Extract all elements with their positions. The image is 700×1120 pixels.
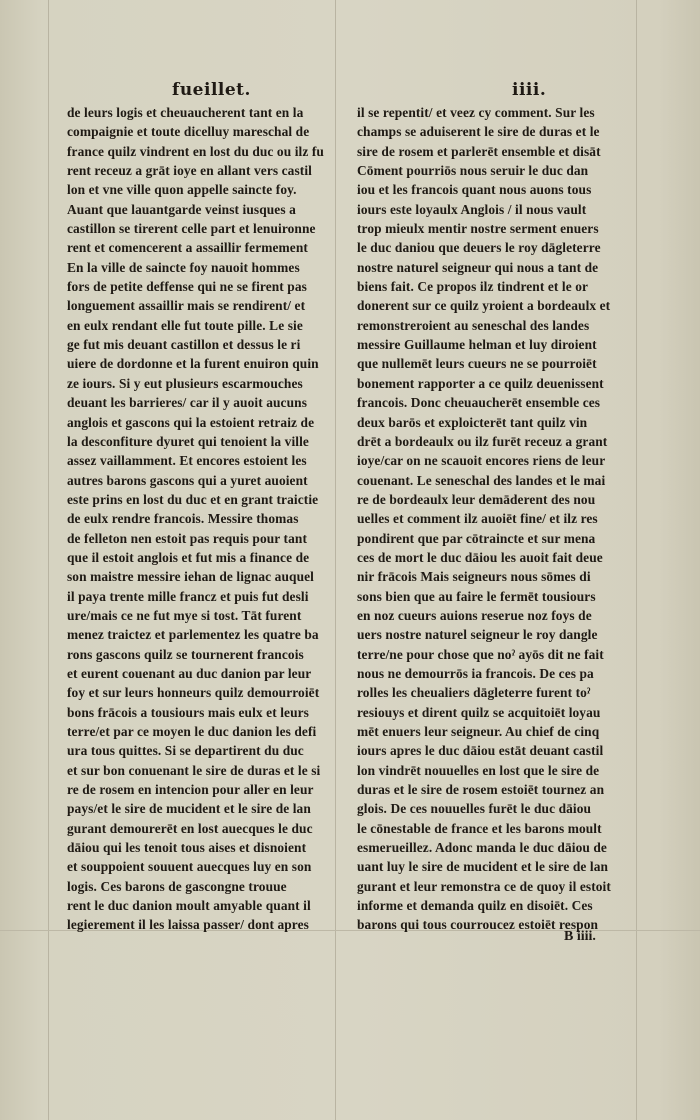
text-line: uelles et comment ilz auoiēt fine/ et ilz res bbox=[357, 511, 598, 527]
text-line: pays/et le sire de mucident et le sire de lan bbox=[67, 801, 311, 817]
text-line: le duc daniou que deuers le roy dāgleterre bbox=[357, 240, 601, 256]
text-line: En la ville de saincte foy nauoit hommes bbox=[67, 259, 300, 275]
text-line: gurant demourerēt en lost auecques le duc bbox=[67, 820, 313, 836]
text-line: que il estoit anglois et fut mis a finance de bbox=[67, 549, 310, 565]
text-line: uiere de dordonne et la furent enuiron quin bbox=[67, 356, 319, 372]
text-line: iours este loyaulx Anglois / il nous vault bbox=[357, 201, 587, 217]
text-line: bonement rapporter a ce quilz deuenissent bbox=[357, 375, 604, 391]
text-line: uant luy le sire de mucident et le sire de lan bbox=[357, 859, 609, 875]
text-line: et sur bon conuenant le sire de duras et le si bbox=[67, 762, 321, 778]
text-line: nous ne demourrōs ia francois. De ces pa bbox=[357, 665, 594, 681]
text-line: nir frācois Mais seigneurs nous sōmes di bbox=[357, 569, 591, 585]
text-line: ze iours. Si y eut plusieurs escarmouches bbox=[67, 375, 303, 391]
text-line: messire Guillaume helman et luy diroient bbox=[357, 337, 597, 353]
text-line: france quilz vindrent en lost du duc ou ilz fu bbox=[67, 143, 324, 159]
text-line: iou et les francois quant nous auons tous bbox=[357, 182, 592, 198]
text-line: Auant que lauantgarde veinst iusques a bbox=[67, 201, 296, 217]
text-line: il paya trente mille francz et puis fut desli bbox=[67, 588, 309, 604]
text-line: de leurs logis et cheuaucherent tant en la bbox=[67, 105, 304, 120]
text-line: drēt a bordeaulx ou ilz furēt receuz a grant bbox=[357, 433, 608, 449]
text-line: ioye/car on ne scauoit encores riens de leur bbox=[357, 453, 606, 469]
signature-mark: B iiii. bbox=[564, 929, 596, 944]
text-line: mēt enuers leur seigneur. Au chief de cinq bbox=[357, 724, 600, 739]
text-line: lon et vne ville quon appelle saincte foy. bbox=[67, 182, 297, 198]
text-line: duras et le sire de rosem estoiēt tournez an bbox=[357, 782, 605, 798]
text-line: rons gascons quilz se tournerent francois bbox=[67, 646, 304, 662]
text-line: este prins en lost du duc et en grant traictie bbox=[67, 491, 319, 507]
ruling-line-right bbox=[636, 0, 637, 1120]
text-line: la desconfiture dyuret qui tenoient la ville bbox=[67, 433, 309, 449]
text-column-right bbox=[357, 103, 611, 935]
text-line: remonstreroient au seneschal des landes bbox=[357, 317, 590, 333]
text-line: barons qui tous courroucez estoiēt respon bbox=[357, 917, 599, 933]
text-line: re de rosem en intencion pour aller en leur bbox=[67, 782, 314, 798]
text-line: et souppoient souuent auecques luy en son bbox=[67, 859, 312, 875]
text-line: il se repentit/ et veez cy comment. Sur les bbox=[357, 105, 595, 120]
text-line: ure/mais ce ne fut mye si tost. Tāt furent bbox=[67, 607, 302, 623]
text-line: esmerueillez. Adonc manda le duc dāiou de bbox=[357, 840, 607, 856]
text-line: gurant et leur remonstra ce de quoy il estoit bbox=[357, 878, 611, 894]
text-line: biens fait. Ce propos ilz tindrent et le or bbox=[357, 279, 589, 295]
text-line: deuant les barrieres/ car il y auoit aucuns bbox=[67, 395, 308, 411]
text-line: bons frācois a tousiours mais eulx et leurs bbox=[67, 704, 309, 720]
text-line: champs se aduiserent le sire de duras et le bbox=[357, 124, 600, 140]
text-line: terre/ne pour chose que noˀ ayōs dit ne fait bbox=[357, 646, 604, 662]
text-line: de eulx rendre francois. Messire thomas bbox=[67, 511, 299, 527]
text-line: autres barons gascons qui a yuret auoient bbox=[67, 472, 308, 488]
text-line: que nullemēt leurs cueurs ne se pourroiēt bbox=[357, 356, 597, 372]
text-column-left bbox=[67, 103, 324, 935]
text-line: foy et sur leurs honneurs quilz demourroiēt bbox=[67, 685, 320, 701]
text-line: assez vaillamment. Et encores estoient les bbox=[67, 453, 307, 469]
text-line: sire de rosem et parlerēt ensemble et disāt bbox=[357, 143, 601, 159]
text-line: logis. Ces barons de gascongne trouue bbox=[67, 878, 287, 894]
text-line: rent receuz a grāt ioye en allant vers castil bbox=[67, 163, 312, 179]
text-line: et eurent couenant au duc danion par leur bbox=[67, 665, 312, 681]
text-line: rent le duc danion moult amyable quant il bbox=[67, 898, 311, 914]
text-line: lon vindrēt nouuelles en lost que le sire de bbox=[357, 762, 600, 778]
text-line: compaignie et toute dicelluy mareschal de bbox=[67, 124, 310, 140]
text-line: Cōment pourriōs nous seruir le duc dan bbox=[357, 163, 589, 179]
text-line: rent et comencerent a assaillir fermement bbox=[67, 240, 308, 256]
text-line: iours apres le duc dāiou estāt deuant castil bbox=[357, 743, 604, 759]
ruling-line-left bbox=[48, 0, 49, 1120]
folio-header-right: iiii. bbox=[512, 80, 547, 100]
text-line: informe et demanda quilz en disoiēt. Ces bbox=[357, 898, 593, 914]
text-line: menez traictez et parlementez les quatre ba bbox=[67, 627, 319, 643]
text-line: anglois et gascons qui la estoient retraiz de bbox=[67, 414, 315, 430]
text-line: deux barōs et exploicterēt tant quilz vin bbox=[357, 414, 588, 430]
text-line: trop mieulx mentir nostre serment enuers bbox=[357, 221, 599, 237]
text-line: legierement il les laissa passer/ dont apres bbox=[67, 917, 309, 933]
text-line: son maistre messire iehan de lignac auquel bbox=[67, 569, 314, 585]
text-line: re de bordeaulx leur demāderent des nou bbox=[357, 491, 596, 507]
text-line: le cōnestable de france et les barons moult bbox=[357, 820, 602, 836]
text-line: donerent sur ce quilz yroient a bordeaulx et bbox=[357, 298, 611, 314]
text-line: dāiou qui les tenoit tous aises et disnoient bbox=[67, 840, 307, 856]
text-line: pondirent que par cōtraincte et sur mena bbox=[357, 530, 596, 546]
text-line: fors de petite deffense qui ne se firent pas bbox=[67, 279, 307, 295]
text-line: rolles les cheualiers dāgleterre furent toˀ bbox=[357, 685, 591, 701]
text-line: en eulx rendant elle fut toute pille. Le sie bbox=[67, 317, 303, 333]
text-line: terre/et par ce moyen le duc danion les defi bbox=[67, 724, 317, 739]
text-line: sons bien que au faire le fermēt tousiours bbox=[357, 588, 596, 604]
text-line: ge fut mis deuant castillon et dessus le ri bbox=[67, 337, 301, 353]
text-line: resiouys et dirent quilz se acquitoiēt loyau bbox=[357, 704, 601, 720]
text-line: longuement assaillir mais se rendirent/ et bbox=[67, 298, 306, 314]
text-line: ura tous quittes. Si se departirent du duc bbox=[67, 743, 304, 759]
text-line: castillon se tirerent celle part et lenuironne bbox=[67, 221, 316, 237]
ruling-line-gutter bbox=[335, 0, 336, 1120]
text-line: glois. De ces nouuelles furēt le duc dāiou bbox=[357, 801, 592, 817]
text-line: nostre naturel seigneur qui nous a tant de bbox=[357, 259, 599, 275]
folio-header-left: fueillet. bbox=[172, 80, 251, 100]
text-line: en noz cueurs auions reserue noz foys de bbox=[357, 607, 592, 623]
text-line: couenant. Le seneschal des landes et le mai bbox=[357, 472, 606, 488]
text-line: ces de mort le duc dāiou les auoit fait deue bbox=[357, 549, 603, 565]
text-line: francois. Donc cheuaucherēt ensemble ces bbox=[357, 395, 601, 411]
text-line: uers nostre naturel seigneur le roy dangle bbox=[357, 627, 598, 643]
text-line: de felleton nen estoit pas requis pour tant bbox=[67, 530, 308, 546]
